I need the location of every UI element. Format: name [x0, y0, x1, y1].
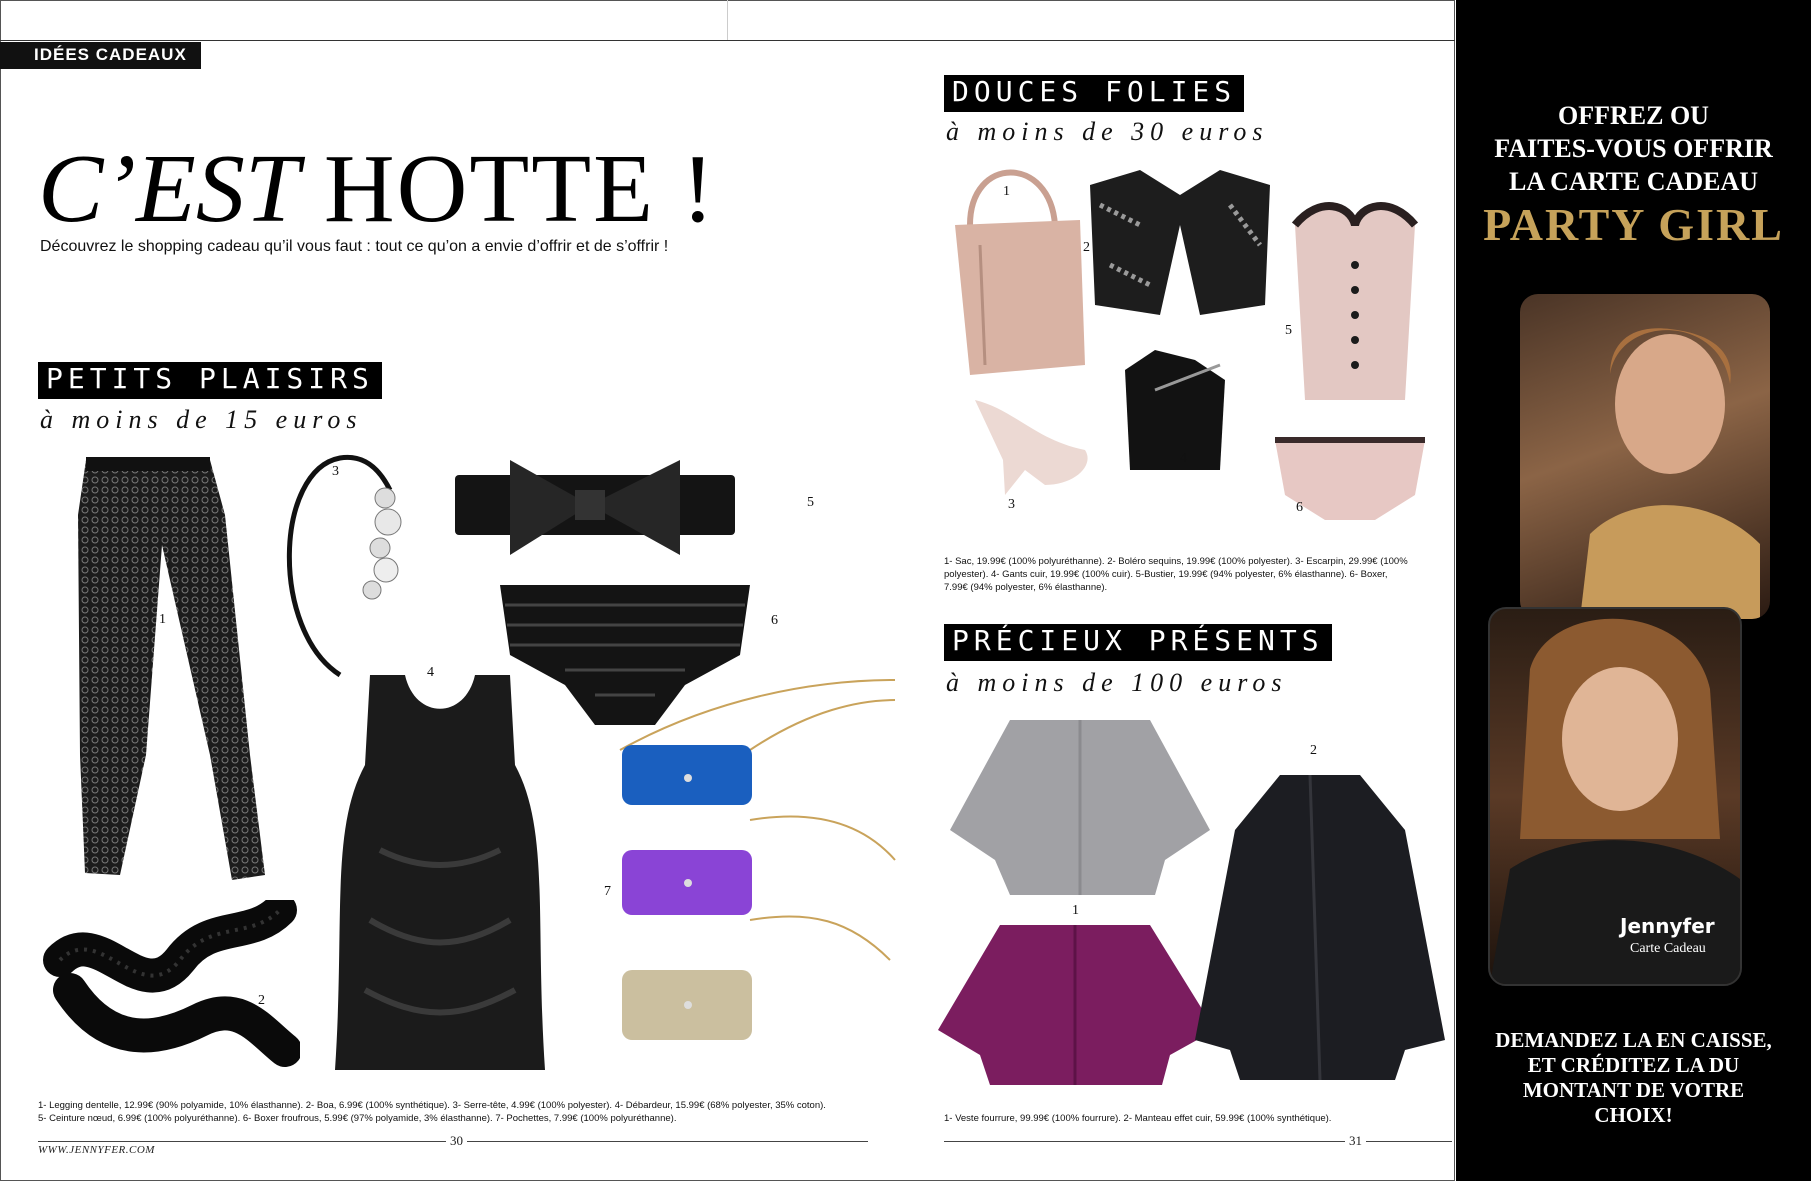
- item-number-3: 3: [1008, 497, 1015, 512]
- top-rule: [0, 40, 1455, 41]
- card-label: Carte Cadeau: [1630, 941, 1706, 956]
- advert-bottom-1: DEMANDEZ LA EN CAISSE,: [1495, 1028, 1772, 1052]
- tank-top-image: [320, 670, 560, 1080]
- model-portrait-1: [1520, 294, 1770, 619]
- purple-fur-jacket-image: [930, 920, 1225, 1090]
- caption-line: 7.99€ (94% polyester, 6% élasthanne).: [944, 582, 1108, 593]
- advert-bottom-4: CHOIX!: [1594, 1103, 1673, 1127]
- section-subheading-15: à moins de 15 euros: [40, 405, 363, 434]
- page-number-left: 30: [446, 1133, 467, 1149]
- caption-petits-plaisirs: [38, 1099, 918, 1125]
- caption-line: polyester). 4- Gants cuir, 19.99€ (100% cuir). 5-Bustier, 19.99€ (94% polyester, 6% élasthanne). 6- Boxer,: [944, 569, 1388, 580]
- heels-image: [965, 390, 1105, 500]
- item-number-6: 6: [1296, 500, 1303, 515]
- pink-boxer-image: [1265, 430, 1435, 540]
- item-number-1: 1: [159, 612, 166, 627]
- title-bold: HOTTE !: [323, 135, 717, 243]
- section-tag: IDÉES CADEAUX: [0, 42, 201, 69]
- boa-image: [40, 900, 300, 1070]
- grey-fur-jacket-image: [940, 710, 1220, 905]
- item-number-2: 2: [258, 993, 265, 1008]
- sequin-bolero-image: [1080, 165, 1280, 325]
- item-number-2: 2: [1310, 743, 1317, 758]
- gift-card-advert: [1456, 0, 1811, 1181]
- item-number-4: 4: [1180, 451, 1187, 466]
- item-number-1: 1: [1072, 903, 1079, 918]
- leather-gloves-image: [1110, 330, 1240, 480]
- item-number-6: 6: [771, 613, 778, 628]
- advert-line-3: LA CARTE CADEAU: [1508, 167, 1758, 196]
- bag-image: [930, 165, 1090, 385]
- item-number-5: 5: [1285, 323, 1292, 338]
- gift-card-front: [1488, 607, 1742, 986]
- page-number-right: 31: [1345, 1133, 1366, 1149]
- advert-line-1: OFFREZ OU: [1558, 101, 1709, 130]
- card-brand-logo: Jennyfer: [1620, 914, 1715, 938]
- item-number-4: 4: [427, 665, 434, 680]
- advert-bottom-2: ET CRÉDITEZ LA DU: [1527, 1053, 1740, 1077]
- bow-belt-image: [450, 455, 740, 565]
- intro-text: Découvrez le shopping cadeau qu’il vous faut : tout ce qu’on a envie d’offrir et de s’offrir !: [40, 238, 669, 255]
- caption-line: 5- Ceinture nœud, 6.99€ (100% polyuréthanne). 6- Boxer froufrous, 5.99€ (97% polyamide, 3% élasthanne). 7- Pochettes, 7.99€ (100% polyuréthanne).: [38, 1113, 677, 1124]
- section-heading-precieux-presents: PRÉCIEUX PRÉSENTS: [944, 624, 1332, 661]
- title-italic: C’EST: [38, 135, 300, 243]
- caption-line: 1- Legging dentelle, 12.99€ (90% polyamide, 10% élasthanne). 2- Boa, 6.99€ (100% synthétique). 3- Serre-tête, 4.99€ (100% polyester). 4- Débardeur, 15.99€ (68% polyester, 35% coton).: [38, 1100, 826, 1111]
- page-title: [38, 135, 717, 243]
- headband-image: [280, 450, 410, 680]
- item-number-5: 5: [807, 495, 814, 510]
- caption-line: 1- Sac, 19.99€ (100% polyuréthanne). 2- Boléro sequins, 19.99€ (100% polyester). 3- Escarpin, 29.99€ (100%: [944, 556, 1408, 567]
- section-heading-petits-plaisirs: PETITS PLAISIRS: [38, 362, 382, 399]
- legging-image: [50, 455, 280, 885]
- advert-highlight: PARTY GIRL: [1483, 199, 1784, 250]
- section-subheading-100: à moins de 100 euros: [946, 668, 1288, 697]
- item-number-3: 3: [332, 464, 339, 479]
- footer-rule-right: [944, 1141, 1452, 1142]
- bustier-image: [1280, 175, 1430, 410]
- item-number-7: 7: [604, 884, 611, 899]
- item-number-2: 2: [1083, 240, 1090, 255]
- advert-line-2: FAITES-VOUS OFFRIR: [1494, 134, 1773, 163]
- gift-card-back: [1520, 294, 1770, 619]
- section-heading-douces-folies: DOUCES FOLIES: [944, 75, 1244, 112]
- advert-bottom-3: MONTANT DE VOTRE: [1522, 1078, 1745, 1102]
- pouches-image: [610, 670, 900, 1080]
- footer-url-left: WWW.JENNYFER.COM: [38, 1144, 155, 1156]
- leather-coat-image: [1190, 770, 1450, 1090]
- caption-precieux-presents: 1- Veste fourrure, 99.99€ (100% fourrure). 2- Manteau effet cuir, 59.99€ (100% synthétique).: [944, 1113, 1332, 1124]
- caption-douces-folies: [944, 555, 1444, 594]
- center-fold: [727, 0, 728, 40]
- item-number-1: 1: [1003, 184, 1010, 199]
- section-subheading-30: à moins de 30 euros: [946, 117, 1269, 146]
